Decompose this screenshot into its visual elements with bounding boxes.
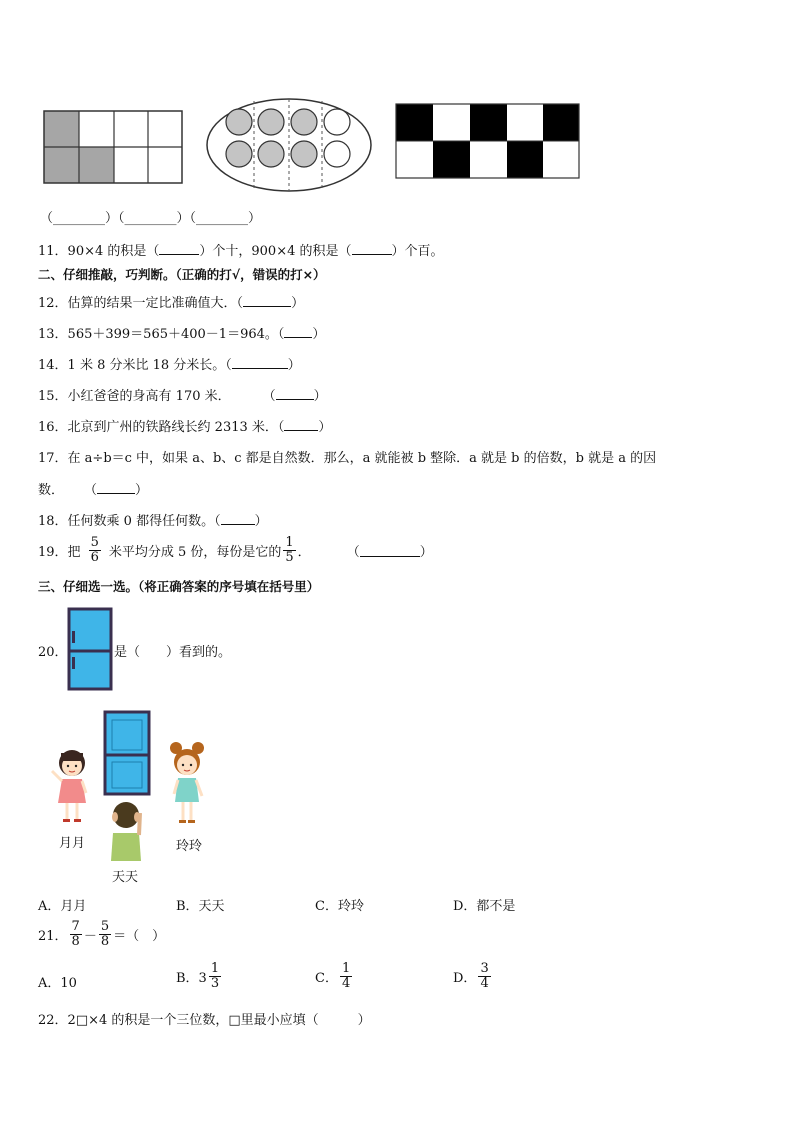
question-18 <box>38 510 268 529</box>
option-c[interactable] <box>315 962 354 991</box>
paren-close: ） <box>318 420 332 435</box>
figures-answer-blanks[interactable]: （________）（________）（________） <box>40 211 262 226</box>
question-text: ． <box>297 545 311 560</box>
shaded-grid-figure <box>40 108 186 186</box>
question-number: 11． <box>38 244 68 259</box>
question-text: 任何数乘 0 都得任何数。（ <box>67 514 221 529</box>
answer-blank[interactable] <box>284 325 312 338</box>
paren-open: （ <box>346 545 360 560</box>
question-number: 13． <box>38 327 68 342</box>
paren-close: ） <box>313 389 327 404</box>
paren-close: ） <box>287 358 301 373</box>
question-text: 估算的结果一定比准确值大．（ <box>67 296 244 311</box>
girl-lingling-icon <box>166 740 208 830</box>
question-number: 17． <box>38 451 68 466</box>
question-text: ）个十，900×4 的积是（ <box>199 244 352 259</box>
option-d[interactable]: D．都不是 <box>453 899 516 914</box>
paren-open: （ <box>84 483 98 498</box>
answer-blank[interactable] <box>221 512 255 525</box>
option-label: D． <box>453 971 477 986</box>
question-13 <box>38 323 325 342</box>
question-21 <box>38 920 165 949</box>
question-22 <box>38 1009 371 1028</box>
option-b[interactable] <box>176 962 223 991</box>
answer-blank[interactable] <box>97 481 135 494</box>
option-a[interactable]: A．10 <box>38 976 77 991</box>
girl-yueyue-icon <box>48 745 92 825</box>
question-number: 21． <box>38 929 68 944</box>
question-11 <box>38 240 444 259</box>
question-text: 90×4 的积是（ <box>67 244 160 259</box>
fraction-five-sixths: $\frac{5}{6}$ <box>90 535 99 565</box>
question-text: ）个百。 <box>391 244 444 259</box>
answer-blank[interactable] <box>284 418 318 431</box>
label-yueyue: 月月 <box>59 836 86 851</box>
paren-close: ） <box>291 296 305 311</box>
question-20-number: 20． <box>38 645 68 660</box>
answer-blank[interactable] <box>159 242 199 255</box>
fraction-three-fourths: $\frac{3}{4}$ <box>480 961 489 991</box>
question-12 <box>38 292 304 311</box>
option-label: C． <box>315 971 338 986</box>
option-a[interactable]: A．月月 <box>38 899 87 914</box>
answer-blank[interactable] <box>232 356 288 369</box>
question-17-continued <box>38 479 148 498</box>
question-text: 1 米 8 分米比 18 分米长。（ <box>67 358 232 373</box>
question-text: 把 <box>67 545 81 560</box>
question-14 <box>38 354 301 373</box>
answer-blank[interactable] <box>360 544 420 557</box>
question-number: 18． <box>38 514 68 529</box>
question-16 <box>38 416 331 435</box>
question-number: 15． <box>38 389 68 404</box>
question-number: 14． <box>38 358 68 373</box>
paren-close: ） <box>419 545 433 560</box>
question-20-text: 是（ ）看到的。 <box>114 645 232 660</box>
question-text: 在 a÷b＝c 中，如果 a、b、c 都是自然数．那么，a 就能被 b 整除．a 就是 b 的倍数，b 就是 a 的因 <box>67 451 657 466</box>
option-label: B．3 <box>176 971 207 986</box>
question-19 <box>38 536 433 565</box>
section-heading-choose: 三、仔细选一选。（将正确答案的序号填在括号里） <box>38 579 320 594</box>
question-15 <box>38 385 327 404</box>
label-lingling: 玲玲 <box>176 839 203 854</box>
section-heading-judge: 二、仔细推敲，巧判断。（正确的打√，错误的打×） <box>38 267 326 282</box>
question-text: 数． <box>38 483 65 498</box>
paren-close: ） <box>135 483 149 498</box>
refrigerator-icon <box>67 607 113 691</box>
paren-open: （ <box>262 389 276 404</box>
paren-close: ） <box>312 327 326 342</box>
question-17 <box>38 447 656 466</box>
answer-blank[interactable] <box>352 242 392 255</box>
question-text: 米平均分成 5 份，每份是它的 <box>108 545 282 560</box>
minus-sign: － <box>83 929 97 944</box>
fraction-seven-eighths: $\frac{7}{8}$ <box>71 919 80 949</box>
circles-in-oval-figure <box>203 95 375 195</box>
fraction-one-fourth: $\frac{1}{4}$ <box>341 961 351 991</box>
paren-close: ） <box>254 514 268 529</box>
question-text: ＝（ ） <box>113 929 166 944</box>
question-text: 北京到广州的铁路线长约 2313 米．（ <box>67 420 285 435</box>
boy-tiantian-icon <box>106 797 146 863</box>
question-text: 小红爸爸的身高有 170 米． <box>67 389 231 404</box>
question-text: 565＋399＝565＋400－1＝964。（ <box>67 327 285 342</box>
answer-blank[interactable] <box>276 387 314 400</box>
option-c[interactable]: C．玲玲 <box>315 899 364 914</box>
question-number: 22． <box>38 1013 68 1028</box>
question-number: 12． <box>38 296 68 311</box>
label-tiantian: 天天 <box>112 870 139 885</box>
checkerboard-figure <box>393 101 583 181</box>
fraction-one-third: $\frac{1}{3}$ <box>210 961 220 991</box>
option-d[interactable] <box>453 962 493 991</box>
question-text: 2□×4 的积是一个三位数，□里最小应填（ ） <box>67 1013 371 1028</box>
answer-blank[interactable] <box>243 294 291 307</box>
refrigerator-scene-icon <box>103 710 151 796</box>
fraction-one-fifth: $\frac{1}{5}$ <box>285 535 294 565</box>
fraction-five-eighths: $\frac{5}{8}$ <box>100 919 110 949</box>
question-number: 19． <box>38 545 68 560</box>
option-b[interactable]: B．天天 <box>176 899 225 914</box>
question-number: 16． <box>38 420 68 435</box>
